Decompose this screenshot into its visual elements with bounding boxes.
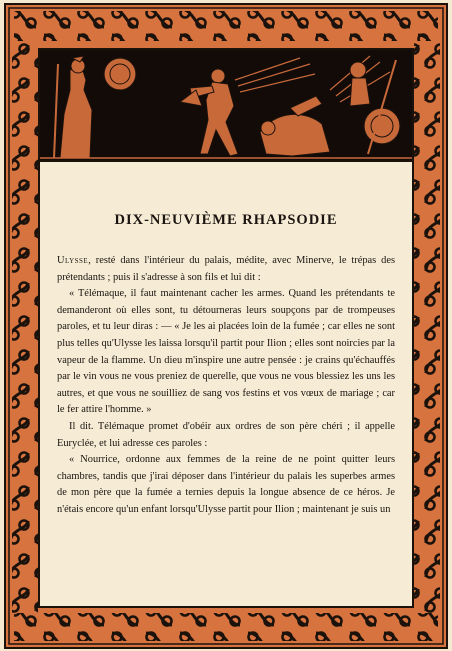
chapter-title: DIX-NEUVIÈME RHAPSODIE (114, 212, 338, 228)
greek-vase-painting-icon (40, 50, 412, 162)
text-page (38, 48, 414, 608)
paragraph-text: « Télémaque, il faut maintenant cacher les armes. Quand les prétendants te demanderont où elles sont, tu détourneras leurs soupçons par de trompeuses paroles, et tu leur diras : — « Je les ai placées loin de la fumée ; car elles ne sont plus telles qu'Ulysse les laissa lorsqu'il partit pour Ilion ; elles sont noircies par la vapeur de la flamme. Un dieu m'inspire une autre pensée : je crains qu'échauffés par le vin vous ne vous preniez de querelle, que vous ne vous blessiez les uns les autres, et que vous ne souilliez de sang vos festins et vos vœux de mariage ; car le fer attire l'homme. » (57, 288, 395, 416)
paragraph-lead-word: Ulysse (57, 255, 89, 266)
paragraph (57, 452, 395, 518)
paragraph (57, 286, 395, 419)
paragraph-text: Il dit. Télémaque promet d'obéir aux ordres de son père chéri ; il appelle Euryclée, et lui adresse ces paroles : (57, 420, 395, 449)
paragraph (57, 253, 395, 286)
paragraph-text: , resté dans l'intérieur du palais, médite, avec Minerve, le trépas des prétendants ; puis il s'adresse à son fils et lui dit : (57, 255, 395, 283)
paragraph-text: « Nourrice, ordonne aux femmes de la reine de ne point quitter leurs chambres, tandis que j'irai déposer dans l'intérieur du palais les superbes armes de mon père que la fumée a ternies depuis la longue absence de ce héros. Je n'étais encore qu'un enfant lorsqu'Ulysse partit pour Ilion ; maintenant je suis un (57, 454, 395, 515)
body-text (57, 253, 395, 519)
paragraph (57, 419, 395, 452)
